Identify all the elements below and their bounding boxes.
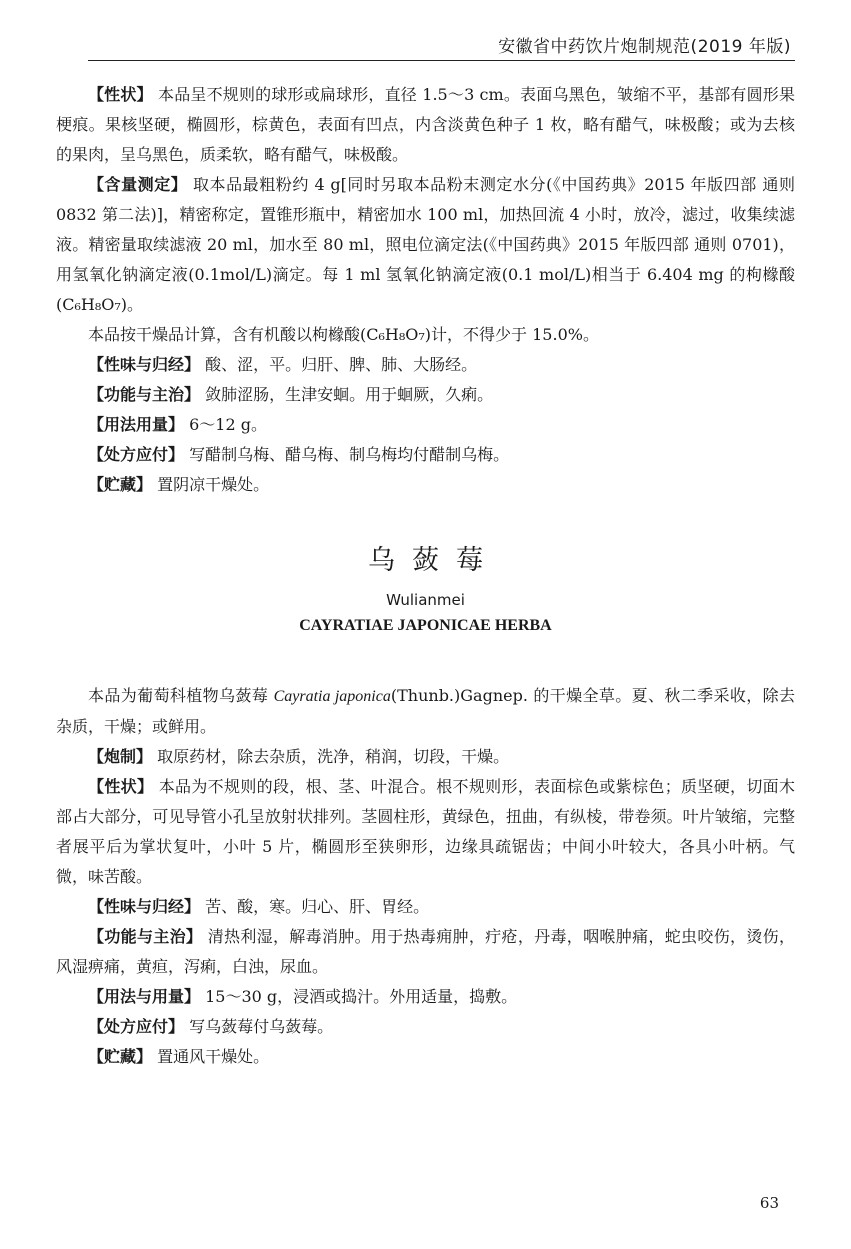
text-xingzhuang: 本品呈不规则的球形或扁球形，直径 1.5～3 cm。表面乌黑色，皱缩不平，基部有圆形果梗痕。果核坚硬，椭圆形，棕黄色，表面有凹点，内含淡黄色种子 1 枚，略有醋气，味极酸；或为去核的果肉，呈乌黑色，质柔软，略有醋气，味极酸。	[56, 85, 795, 164]
spacer	[56, 635, 795, 681]
label-hanliang: 【含量测定】	[88, 175, 188, 194]
top-yongfa-para	[56, 410, 795, 440]
label-gongneng: 【功能与主治】	[88, 385, 201, 404]
top-hanliang-para	[56, 170, 795, 320]
text-zhucang: 置阴凉干燥处。	[157, 475, 270, 494]
running-header	[88, 22, 795, 61]
label-section-yongfa: 【用法与用量】	[88, 987, 201, 1006]
text-section-zhucang: 置通风干燥处。	[157, 1047, 270, 1066]
label-xingwei: 【性味与归经】	[88, 355, 201, 374]
label-section-zhucang: 【贮藏】	[88, 1047, 153, 1066]
label-section-xingwei: 【性味与归经】	[88, 897, 201, 916]
text-paozhi: 取原药材，除去杂质，洗净，稍润，切段，干燥。	[157, 747, 510, 766]
top-xingwei-para	[56, 350, 795, 380]
intro-text-after: (Thunb.)Gagnep. 的干燥全草。夏、秋二季采收，除去杂质，干燥；或鲜用。	[56, 686, 795, 736]
section-xingwei-para	[56, 892, 795, 922]
text-hanliang: 取本品最粗粉约 4 g[同时另取本品粉末测定水分(《中国药典》2015 年版四部 通则 0832 第二法)]，精密称定，置锥形瓶中，精密加水 100 ml，加热回流 4 小时，放冷，滤过，收集续滤液。精密量取续滤液 20 ml，加水至 80 ml，照电位滴定法(《中国药典》2015 年版四部 通则 0701)，用氢氧化钠滴定液(0.1mol/L)滴定。每 1 ml 氢氧化钠滴定液(0.1 mol/L)相当于 6.404 mg 的枸橼酸(C₆H₈O₇)。	[56, 175, 795, 314]
section-xingzhuang-para	[56, 772, 795, 892]
text-yongfa: 6～12 g。	[189, 415, 267, 434]
label-section-chufang: 【处方应付】	[88, 1017, 185, 1036]
section-yongfa-para	[56, 982, 795, 1012]
text-section-chufang: 写乌蔹莓付乌蔹莓。	[189, 1017, 334, 1036]
label-paozhi: 【炮制】	[88, 747, 153, 766]
label-yongfa: 【用法用量】	[88, 415, 185, 434]
label-zhucang: 【贮藏】	[88, 475, 153, 494]
top-zhucang-para	[56, 470, 795, 500]
text-section-yongfa: 15～30 g，浸酒或捣汁。外用适量，捣敷。	[205, 987, 518, 1006]
text-section-xingwei: 苦、酸，寒。归心、肝、胃经。	[205, 897, 430, 916]
text-section-xingzhuang: 本品为不规则的段，根、茎、叶混合。根不规则形，表面棕色或紫棕色；质坚硬，切面木部占大部分，可见导管小孔呈放射状排列。茎圆柱形，黄绿色，扭曲，有纵棱，带卷须。叶片皱缩，完整者展平后为掌状复叶，小叶 5 片，椭圆形至狭卵形，边缘具疏锯齿；中间小叶较大，各具小叶柄。气微，味苦酸。	[56, 777, 795, 886]
label-section-gongneng: 【功能与主治】	[88, 927, 203, 946]
intro-latin-species: Cayratia japonica	[273, 688, 391, 705]
text-chufang: 写醋制乌梅、醋乌梅、制乌梅均付醋制乌梅。	[189, 445, 510, 464]
section-zhucang-para	[56, 1042, 795, 1072]
label-xingzhuang: 【性状】	[88, 85, 153, 104]
section-paozhi-para	[56, 742, 795, 772]
intro-text-before: 本品为葡萄科植物乌蔹莓	[88, 686, 274, 705]
section-latin-name: CAYRATIAE JAPONICAE HERBA	[299, 617, 552, 634]
text-section-gongneng: 清热利湿，解毒消肿。用于热毒痈肿，疔疮，丹毒，咽喉肿痛，蛇虫咬伤，烫伤，风湿痹痛，黄疸，泻痢，白浊，尿血。	[56, 927, 795, 976]
section-pinyin: Wulianmei	[386, 591, 465, 609]
top-ganzao-para: 本品按干燥品计算，含有机酸以枸橼酸(C₆H₈O₇)计，不得少于 15.0%。	[88, 325, 599, 344]
label-chufang: 【处方应付】	[88, 445, 185, 464]
top-xingzhuang-para	[56, 80, 795, 170]
section-title: 乌蔹莓	[368, 545, 500, 576]
section-intro-para	[56, 681, 795, 742]
top-gongneng-para	[56, 380, 795, 410]
top-chufang-para	[56, 440, 795, 470]
text-gongneng: 敛肺涩肠，生津安蛔。用于蛔厥，久痢。	[205, 385, 494, 404]
text-xingwei: 酸、涩，平。归肝、脾、肺、大肠经。	[205, 355, 478, 374]
section-gongneng-para	[56, 922, 795, 982]
page-content	[56, 80, 795, 1072]
header-title: 安徽省中药饮片炮制规范(2019 年版)	[498, 37, 791, 57]
section-chufang-para	[56, 1012, 795, 1042]
label-section-xingzhuang: 【性状】	[88, 777, 154, 796]
page-number: 63	[759, 1194, 779, 1212]
